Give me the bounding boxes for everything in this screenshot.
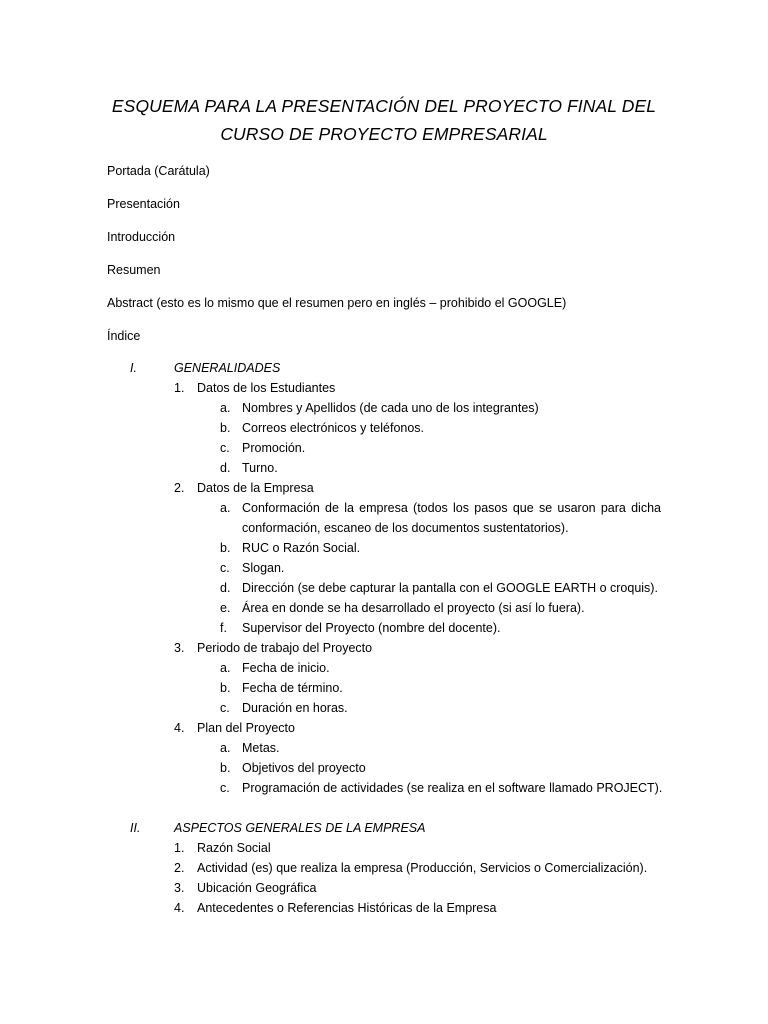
subitem: Turno. xyxy=(242,461,278,475)
list-item: Actividad (es) que realiza la empresa (Producción, Servicios o Comercialización). xyxy=(197,861,648,875)
subitem-letter: a. xyxy=(220,501,231,515)
section-number: II. xyxy=(130,821,141,835)
subitem-letter: b. xyxy=(220,421,231,435)
front-matter-summary: Resumen xyxy=(107,263,161,277)
list-item-number: 3. xyxy=(174,641,185,655)
front-matter-index: Índice xyxy=(107,329,141,343)
subitem: Fecha de término. xyxy=(242,681,343,695)
subitem: Correos electrónicos y teléfonos. xyxy=(242,421,425,435)
list-item-number: 3. xyxy=(174,881,185,895)
subitem-letter: d. xyxy=(220,461,231,475)
subitem-letter: e. xyxy=(220,601,231,615)
list-item: Ubicación Geográfica xyxy=(197,881,317,895)
list-item: Datos de la Empresa xyxy=(197,481,314,495)
section-title: ASPECTOS GENERALES DE LA EMPRESA xyxy=(174,821,426,835)
subitem: Nombres y Apellidos (de cada uno de los integrantes) xyxy=(242,401,539,415)
subitem-letter: d. xyxy=(220,581,231,595)
subitem-letter: c. xyxy=(220,701,230,715)
subitem-letter: a. xyxy=(220,401,231,415)
subitem: Dirección (se debe capturar la pantalla con el GOOGLE EARTH o croquis). xyxy=(242,581,658,595)
subitem-letter: c. xyxy=(220,561,230,575)
subitem-letter: a. xyxy=(220,661,231,675)
title-line-1: ESQUEMA PARA LA PRESENTACIÓN DEL PROYECTO FINAL DEL xyxy=(111,96,657,116)
subitem-letter: f. xyxy=(220,621,227,635)
subitem: Fecha de inicio. xyxy=(242,661,330,675)
subitem-letter: a. xyxy=(220,741,231,755)
list-item-number: 4. xyxy=(174,721,185,735)
subitem-letter: b. xyxy=(220,681,231,695)
front-matter-introduction: Introducción xyxy=(107,230,176,244)
subitem: Metas. xyxy=(242,741,280,755)
subitem-letter: c. xyxy=(220,781,230,795)
list-item: Plan del Proyecto xyxy=(197,721,295,735)
front-matter-abstract: Abstract (esto es lo mismo que el resumen pero en inglés – prohibido el GOOGLE) xyxy=(107,296,567,310)
list-item: Datos de los Estudiantes xyxy=(197,381,336,395)
list-item-number: 4. xyxy=(174,901,185,915)
section-title: GENERALIDADES xyxy=(174,361,281,375)
list-item: Antecedentes o Referencias Históricas de la Empresa xyxy=(197,901,497,915)
subitem: Área en donde se ha desarrollado el proyecto (si así lo fuera). xyxy=(242,601,585,615)
section-number: I. xyxy=(130,361,137,375)
front-matter-presentation: Presentación xyxy=(107,197,180,211)
list-item-number: 2. xyxy=(174,861,185,875)
subitem: Promoción. xyxy=(242,441,306,455)
subitem: Conformación de la empresa (todos los pasos que se usaron para dicha xyxy=(242,501,661,515)
subitem: Slogan. xyxy=(242,561,285,575)
subitem-letter: b. xyxy=(220,541,231,555)
subitem: Supervisor del Proyecto (nombre del docente). xyxy=(242,621,501,635)
list-item-number: 1. xyxy=(174,381,185,395)
document-title xyxy=(0,92,768,148)
subitem: Duración en horas. xyxy=(242,701,348,715)
subitem-continuation: conformación, escaneo de los documentos sustentatorios). xyxy=(242,521,569,535)
list-item: Periodo de trabajo del Proyecto xyxy=(197,641,373,655)
list-item-number: 1. xyxy=(174,841,185,855)
subitem: Objetivos del proyecto xyxy=(242,761,366,775)
list-item: Razón Social xyxy=(197,841,271,855)
subitem: RUC o Razón Social. xyxy=(242,541,361,555)
front-matter-cover: Portada (Carátula) xyxy=(107,164,210,178)
subitem-letter: c. xyxy=(220,441,230,455)
subitem: Programación de actividades (se realiza en el software llamado PROJECT). xyxy=(242,781,663,795)
list-item-number: 2. xyxy=(174,481,185,495)
subitem-letter: b. xyxy=(220,761,231,775)
title-line-2: CURSO DE PROYECTO EMPRESARIAL xyxy=(220,124,548,144)
